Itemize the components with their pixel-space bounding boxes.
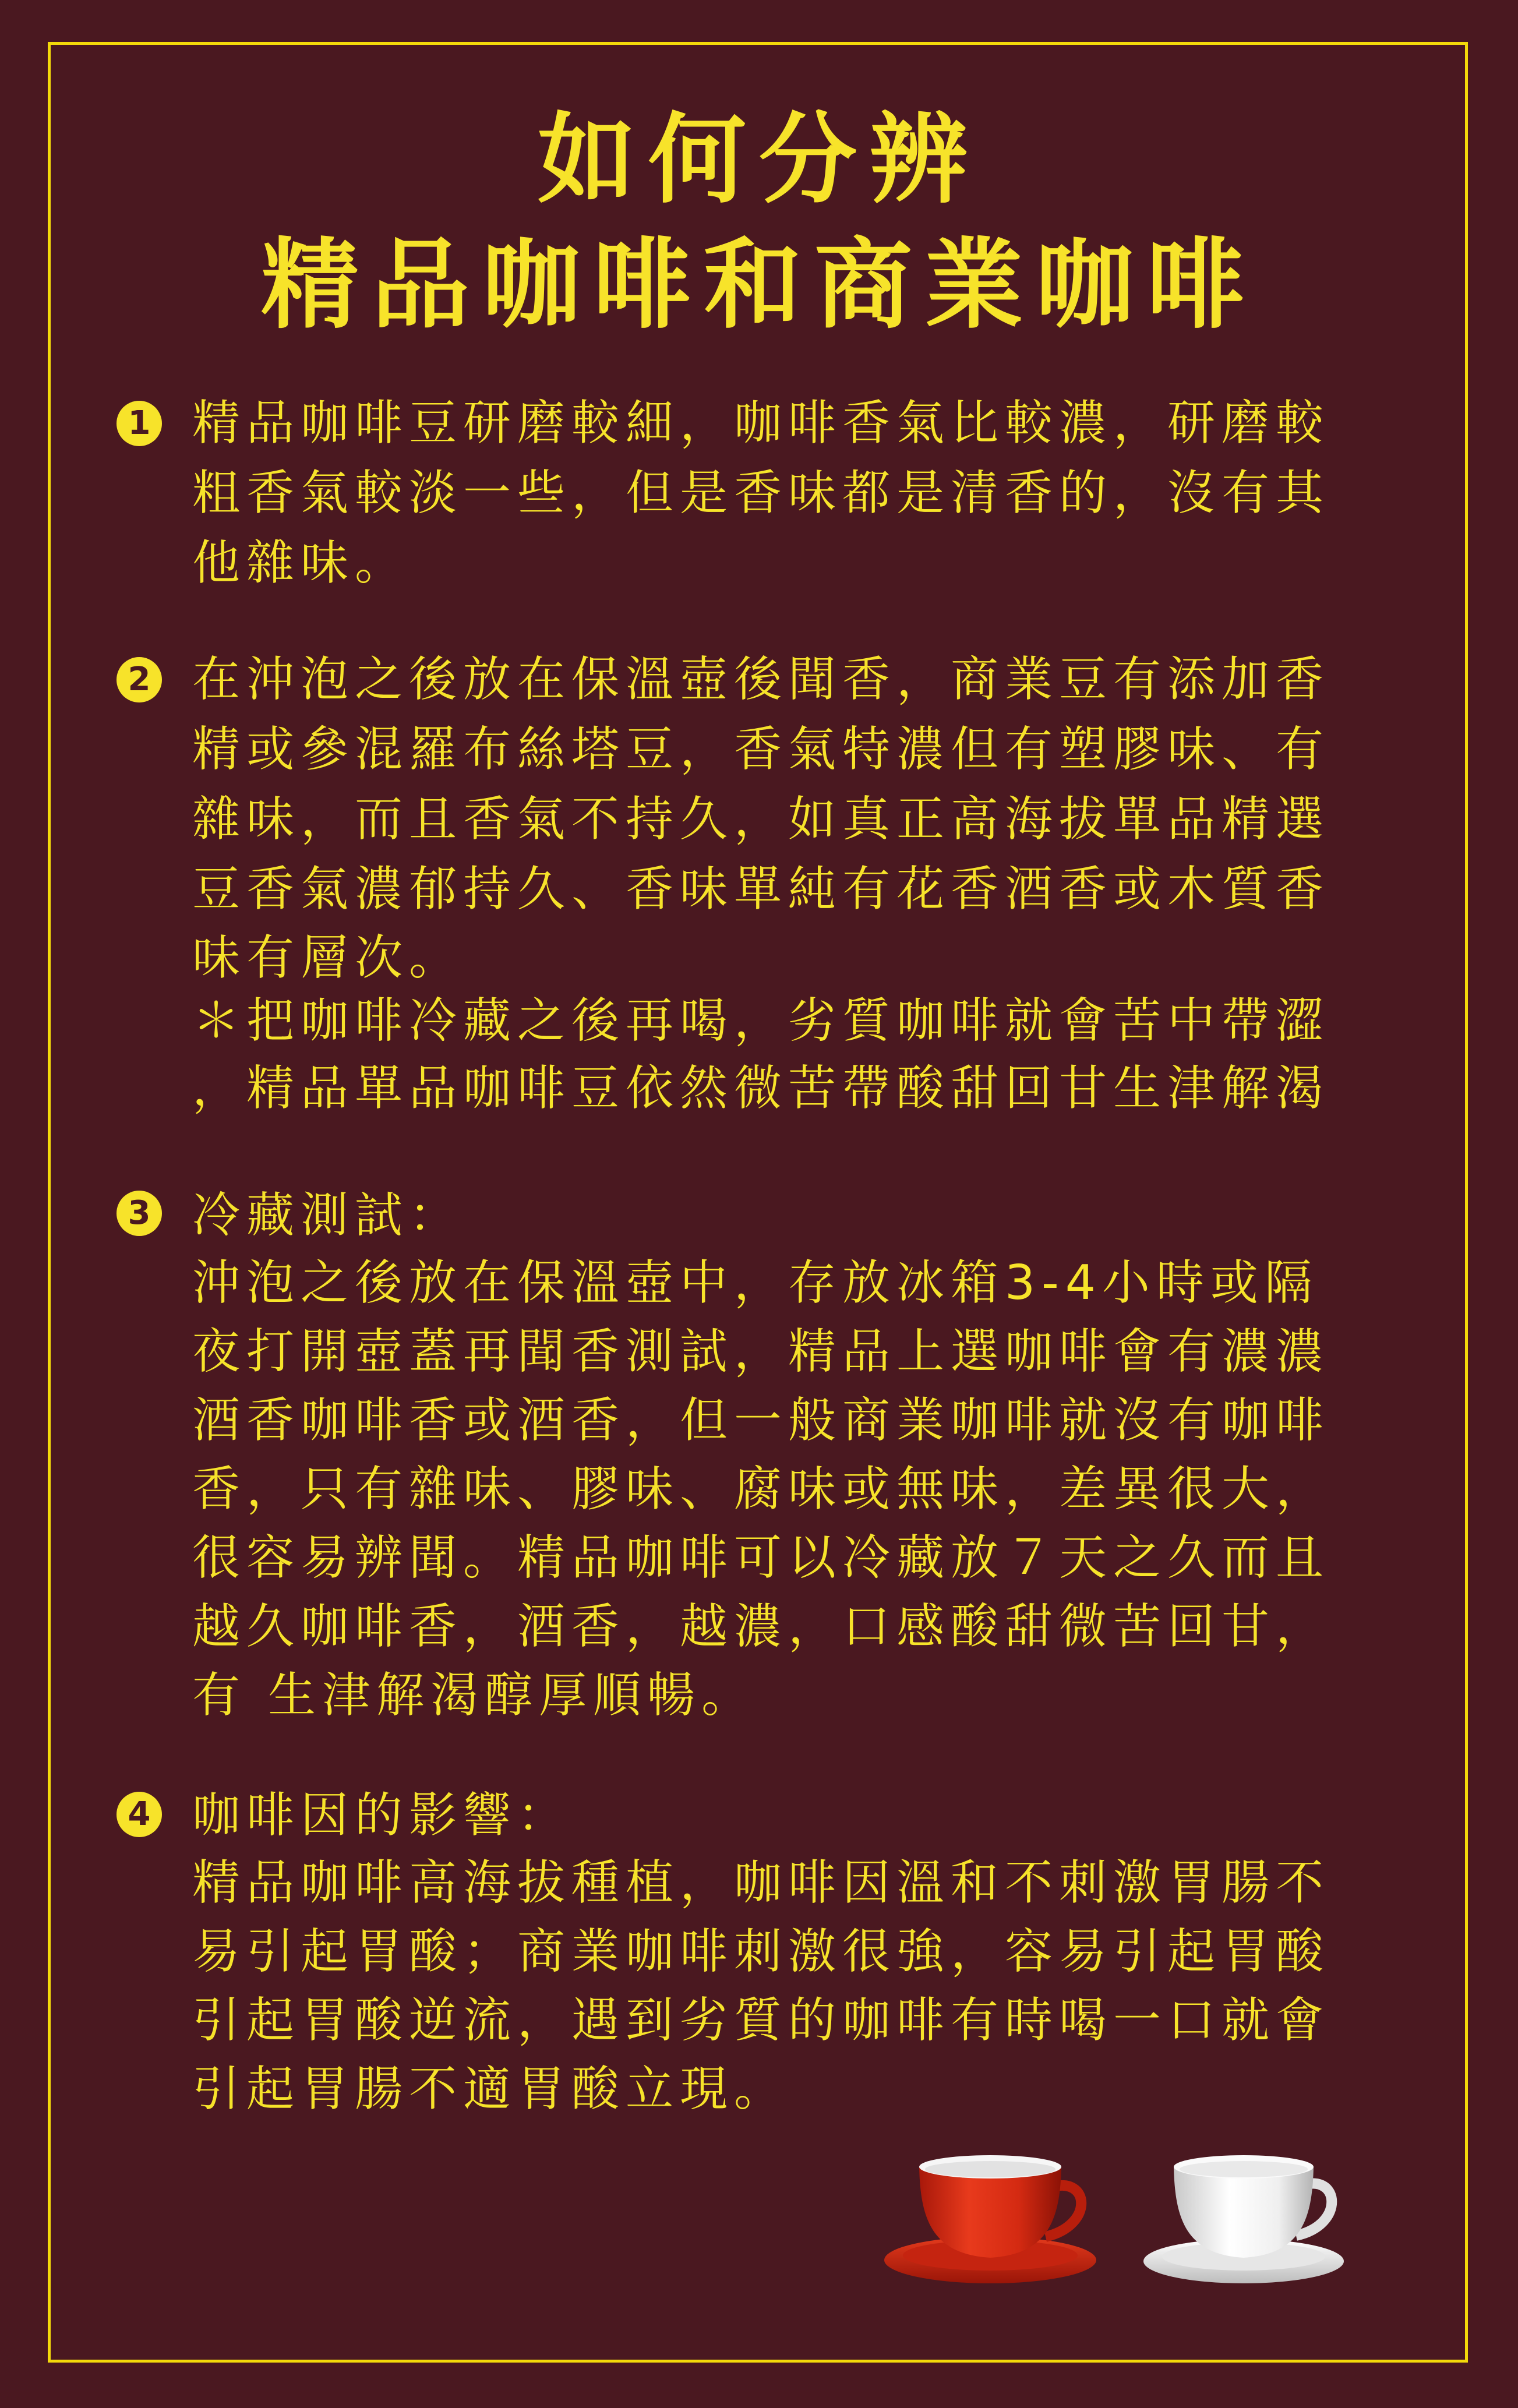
section-2-line: 豆香氣濃郁持久、香味單純有花香酒香或木質香 <box>192 861 1330 917</box>
section-1-line: 粗香氣較淡一些，但是香味都是清香的，沒有其 <box>192 465 1330 521</box>
section-3-line: 夜打開壺蓋再聞香測試，精品上選咖啡會有濃濃 <box>192 1324 1330 1379</box>
section-2-line: 雜味，而且香氣不持久，如真正高海拔單品精選 <box>192 792 1330 847</box>
section-4-line: 引起胃酸逆流，遇到劣質的咖啡有時喝一口就會 <box>192 1993 1330 2048</box>
section-3-line: 香，只有雜味、膠味、腐味或無味，差異很大， <box>192 1461 1330 1517</box>
section-2-note-line: ，精品單品咖啡豆依然微苦帶酸甜回甘生津解渴 <box>192 1061 1330 1116</box>
section-2-line: 精或參混羅布絲塔豆，香氣特濃但有塑膠味、有 <box>192 722 1330 777</box>
section-1-line: 他雜味。 <box>192 535 409 591</box>
section-3-number: 3 <box>117 1191 162 1236</box>
section-4-heading: 咖啡因的影響： <box>192 1788 572 1843</box>
white-coffee-cup-icon <box>1136 2144 1351 2289</box>
section-2-number: 2 <box>117 657 162 702</box>
section-2-note-line: ＊把咖啡冷藏之後再喝，劣質咖啡就會苦中帶澀 <box>192 993 1330 1048</box>
section-4-line: 精品咖啡高海拔種植，咖啡因溫和不刺激胃腸不 <box>192 1855 1330 1911</box>
section-2-line: 味有層次。 <box>192 930 464 986</box>
section-2-line: 在沖泡之後放在保溫壺後聞香，商業豆有添加香 <box>192 652 1330 707</box>
title-line-1: 如何分辨 <box>538 103 980 217</box>
title-line-2: 精品咖啡和商業咖啡 <box>261 228 1257 342</box>
section-3-line: 有 生津解渴醇厚順暢。 <box>192 1668 756 1723</box>
section-3-line: 很容易辨聞。精品咖啡可以冷藏放７天之久而且 <box>192 1530 1330 1586</box>
section-1-line: 精品咖啡豆研磨較細，咖啡香氣比較濃，研磨較 <box>192 396 1330 451</box>
section-4-number: 4 <box>117 1792 162 1837</box>
section-3-line: 沖泡之後放在保溫壺中，存放冰箱3-4小時或隔 <box>192 1255 1319 1311</box>
section-1-number: 1 <box>117 401 162 446</box>
section-4-line: 引起胃腸不適胃酸立現。 <box>192 2061 789 2117</box>
section-3-line: 越久咖啡香，酒香，越濃，口感酸甜微苦回甘， <box>192 1599 1330 1654</box>
red-coffee-cup-icon <box>880 2144 1101 2289</box>
section-3-line: 酒香咖啡香或酒香，但一般商業咖啡就沒有咖啡 <box>192 1393 1330 1448</box>
section-3-heading: 冷藏測試： <box>192 1188 464 1243</box>
section-4-line: 易引起胃酸；商業咖啡刺激很強，容易引起胃酸 <box>192 1924 1330 1979</box>
